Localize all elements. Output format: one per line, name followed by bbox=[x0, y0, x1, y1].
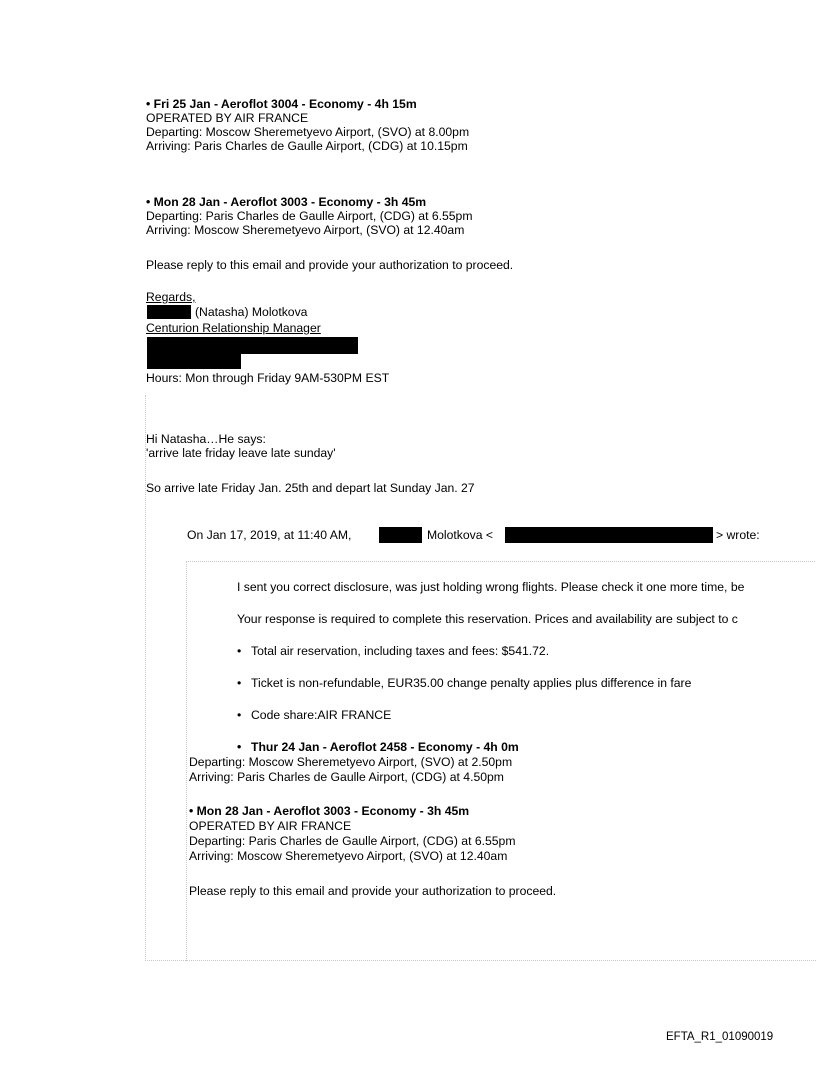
signature-name: (Natasha) Molotkova bbox=[195, 305, 308, 319]
bullet-marker: • bbox=[237, 708, 242, 722]
quote-header-name: Molotkova < bbox=[427, 528, 494, 542]
reply-line-2: 'arrive late friday leave late sunday' bbox=[146, 446, 336, 460]
quoted-bullet-3 bbox=[237, 708, 391, 722]
quoted-bullet-2 bbox=[237, 676, 691, 690]
quote-header-suffix: > wrote: bbox=[716, 528, 760, 542]
quote-header-prefix: On Jan 17, 2019, at 11:40 AM, bbox=[187, 528, 352, 542]
quoted-flightB-operated: OPERATED BY AIR FRANCE bbox=[189, 819, 352, 833]
bullet-marker: • bbox=[237, 676, 242, 690]
signature-regards: Regards, bbox=[146, 290, 196, 304]
flight2-arriving: Arriving: Moscow Sheremetyevo Airport, (SVO) at 12.40am bbox=[146, 223, 465, 237]
quoted-paragraph-1: I sent you correct disclosure, was just holding wrong flights. Please check it one more time, be bbox=[237, 580, 745, 594]
quoted-flightA-departing: Departing: Moscow Sheremetyevo Airport, (SVO) at 2.50pm bbox=[189, 755, 513, 769]
flight1-title: • Fri 25 Jan - Aeroflot 3004 - Economy - 4h 15m bbox=[146, 97, 417, 111]
quoted-bullet-3-text: Code share:AIR FRANCE bbox=[251, 708, 392, 722]
redaction-contact-2 bbox=[147, 354, 241, 369]
quoted-paragraph-2: Your response is required to complete this reservation. Prices and availability are subject to c bbox=[237, 612, 738, 626]
message-frame-left bbox=[145, 395, 146, 961]
quoted-flightA-title-text: Thur 24 Jan - Aeroflot 2458 - Economy - 4h 0m bbox=[251, 740, 519, 754]
flight1-arriving: Arriving: Paris Charles de Gaulle Airport, (CDG) at 10.15pm bbox=[146, 139, 468, 153]
quoted-bullet-2-text: Ticket is non-refundable, EUR35.00 change penalty applies plus difference in fare bbox=[251, 676, 692, 690]
reply-line-1: Hi Natasha…He says: bbox=[146, 432, 266, 446]
redaction-sender-email bbox=[505, 527, 713, 543]
reply-request: Please reply to this email and provide your authorization to proceed. bbox=[146, 258, 514, 272]
signature-role: Centurion Relationship Manager bbox=[146, 321, 321, 335]
reply-line-3: So arrive late Friday Jan. 25th and depart lat Sunday Jan. 27 bbox=[146, 481, 475, 495]
quoted-flightA-arriving: Arriving: Paris Charles de Gaulle Airport, (CDG) at 4.50pm bbox=[189, 770, 504, 784]
redaction-contact-1 bbox=[147, 337, 358, 354]
quoted-bullet-1 bbox=[237, 644, 549, 658]
signature-hours: Hours: Mon through Friday 9AM-530PM EST bbox=[146, 371, 390, 385]
quoted-flightB-departing: Departing: Paris Charles de Gaulle Airport, (CDG) at 6.55pm bbox=[189, 834, 516, 848]
quoted-flightB-arriving: Arriving: Moscow Sheremetyevo Airport, (SVO) at 12.40am bbox=[189, 849, 508, 863]
redaction-sender-first-name bbox=[379, 527, 422, 543]
flight1-operated: OPERATED BY AIR FRANCE bbox=[146, 111, 309, 125]
document-id: EFTA_R1_01090019 bbox=[666, 1031, 774, 1043]
flight2-departing: Departing: Paris Charles de Gaulle Airport, (CDG) at 6.55pm bbox=[146, 209, 473, 223]
quoted-flightB-title: • Mon 28 Jan - Aeroflot 3003 - Economy - 3h 45m bbox=[189, 804, 470, 818]
flight2-title: • Mon 28 Jan - Aeroflot 3003 - Economy - 3h 45m bbox=[146, 195, 427, 209]
quoted-flightA-title bbox=[237, 740, 519, 754]
bullet-marker: • bbox=[237, 740, 242, 754]
quoted-reply-request: Please reply to this email and provide your authorization to proceed. bbox=[189, 884, 557, 898]
quoted-bullet-1-text: Total air reservation, including taxes and fees: $541.72. bbox=[251, 644, 550, 658]
flight1-departing: Departing: Moscow Sheremetyevo Airport, (SVO) at 8.00pm bbox=[146, 125, 470, 139]
redaction-first-name bbox=[147, 305, 191, 319]
bullet-marker: • bbox=[237, 644, 242, 658]
